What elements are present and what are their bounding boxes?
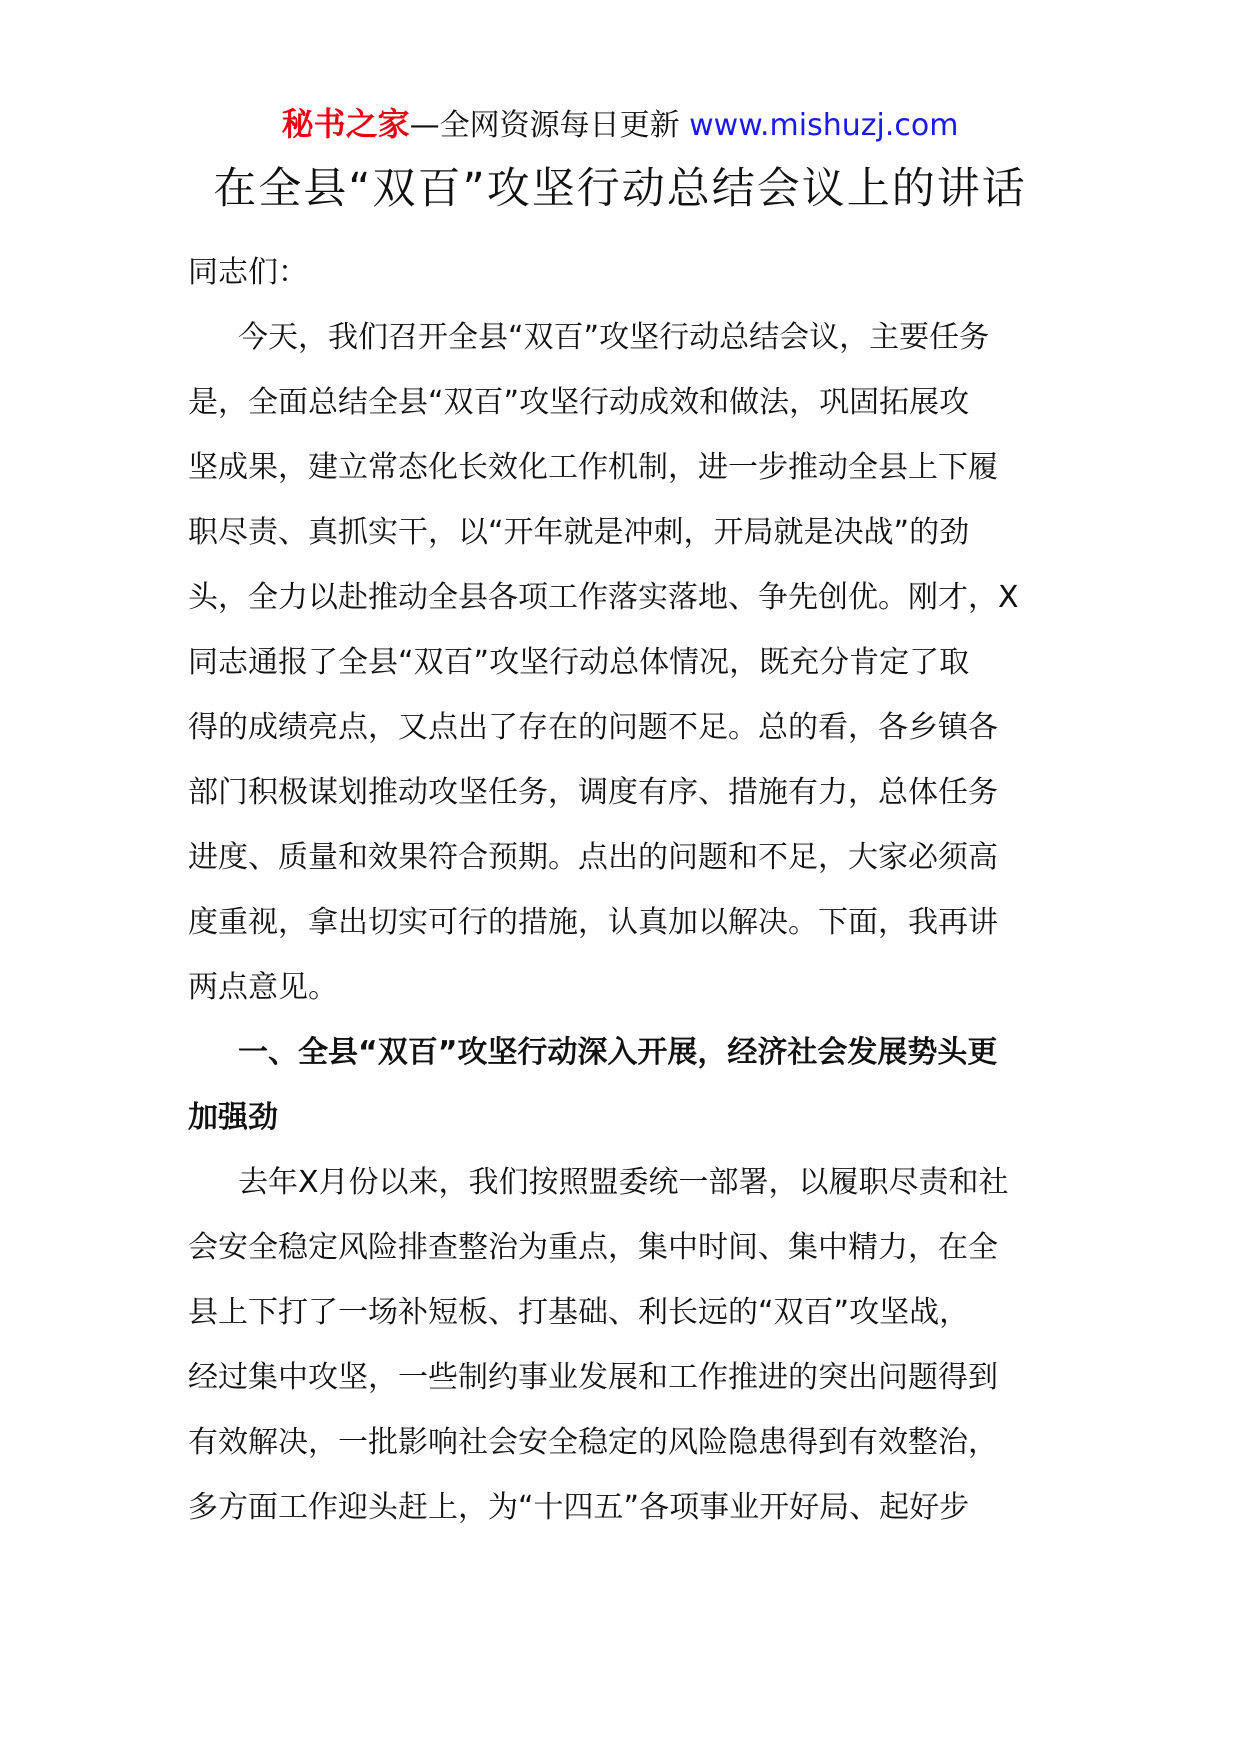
paragraph-line: 进度、质量和效果符合预期。点出的问题和不足，大家必须高	[188, 840, 998, 875]
site-brand: 秘书之家	[281, 105, 410, 143]
paragraph-line: 度重视，拿出切实可行的措施，认真加以解决。下面，我再讲	[188, 905, 998, 940]
paragraph-line: 会安全稳定风险排查整治为重点，集中时间、集中精力，在全	[188, 1230, 998, 1265]
site-header	[0, 102, 1240, 148]
paragraph-line: 同志通报了全县“双百”攻坚行动总体情况，既充分肯定了取	[188, 645, 970, 680]
document-body	[188, 240, 1058, 1540]
salutation: 同志们：	[188, 255, 308, 290]
paragraph-line: 今天，我们召开全县“双百”攻坚行动总结会议，主要任务	[238, 320, 990, 355]
paragraph-line: 两点意见。	[188, 970, 338, 1005]
paragraph-line: 经过集中攻坚，一些制约事业发展和工作推进的突出问题得到	[188, 1360, 998, 1395]
section-heading: 加强劲	[188, 1100, 278, 1135]
paragraph-line: 职尽责、真抓实干，以“开年就是冲刺，开局就是决战”的劲	[188, 515, 970, 550]
site-url-link[interactable]: www.mishuzj.com	[689, 108, 959, 143]
site-tagline: —全网资源每日更新	[409, 108, 680, 143]
paragraph-line: 去年X月份以来，我们按照盟委统一部署，以履职尽责和社	[238, 1165, 1009, 1200]
paragraph-line: 坚成果，建立常态化长效化工作机制，进一步推动全县上下履	[188, 450, 998, 485]
paragraph-line: 有效解决，一批影响社会安全稳定的风险隐患得到有效整治，	[188, 1425, 998, 1460]
paragraph-line: 部门积极谋划推动攻坚任务，调度有序、措施有力，总体任务	[188, 775, 998, 810]
paragraph-line: 是，全面总结全县“双百”攻坚行动成效和做法，巩固拓展攻	[188, 385, 970, 420]
paragraph-line: 多方面工作迎头赶上，为“十四五”各项事业开好局、起好步	[188, 1490, 970, 1525]
paragraph-line: 头，全力以赴推动全县各项工作落实落地、争先创优。刚才，X	[188, 580, 1019, 615]
paragraph-line: 得的成绩亮点，又点出了存在的问题不足。总的看，各乡镇各	[188, 710, 998, 745]
paragraph-line: 县上下打了一场补短板、打基础、利长远的“双百”攻坚战，	[188, 1295, 970, 1330]
section-heading: 一、全县“双百”攻坚行动深入开展，经济社会发展势头更	[238, 1035, 998, 1070]
document-title: 在全县“双百”攻坚行动总结会议上的讲话	[213, 164, 1027, 214]
